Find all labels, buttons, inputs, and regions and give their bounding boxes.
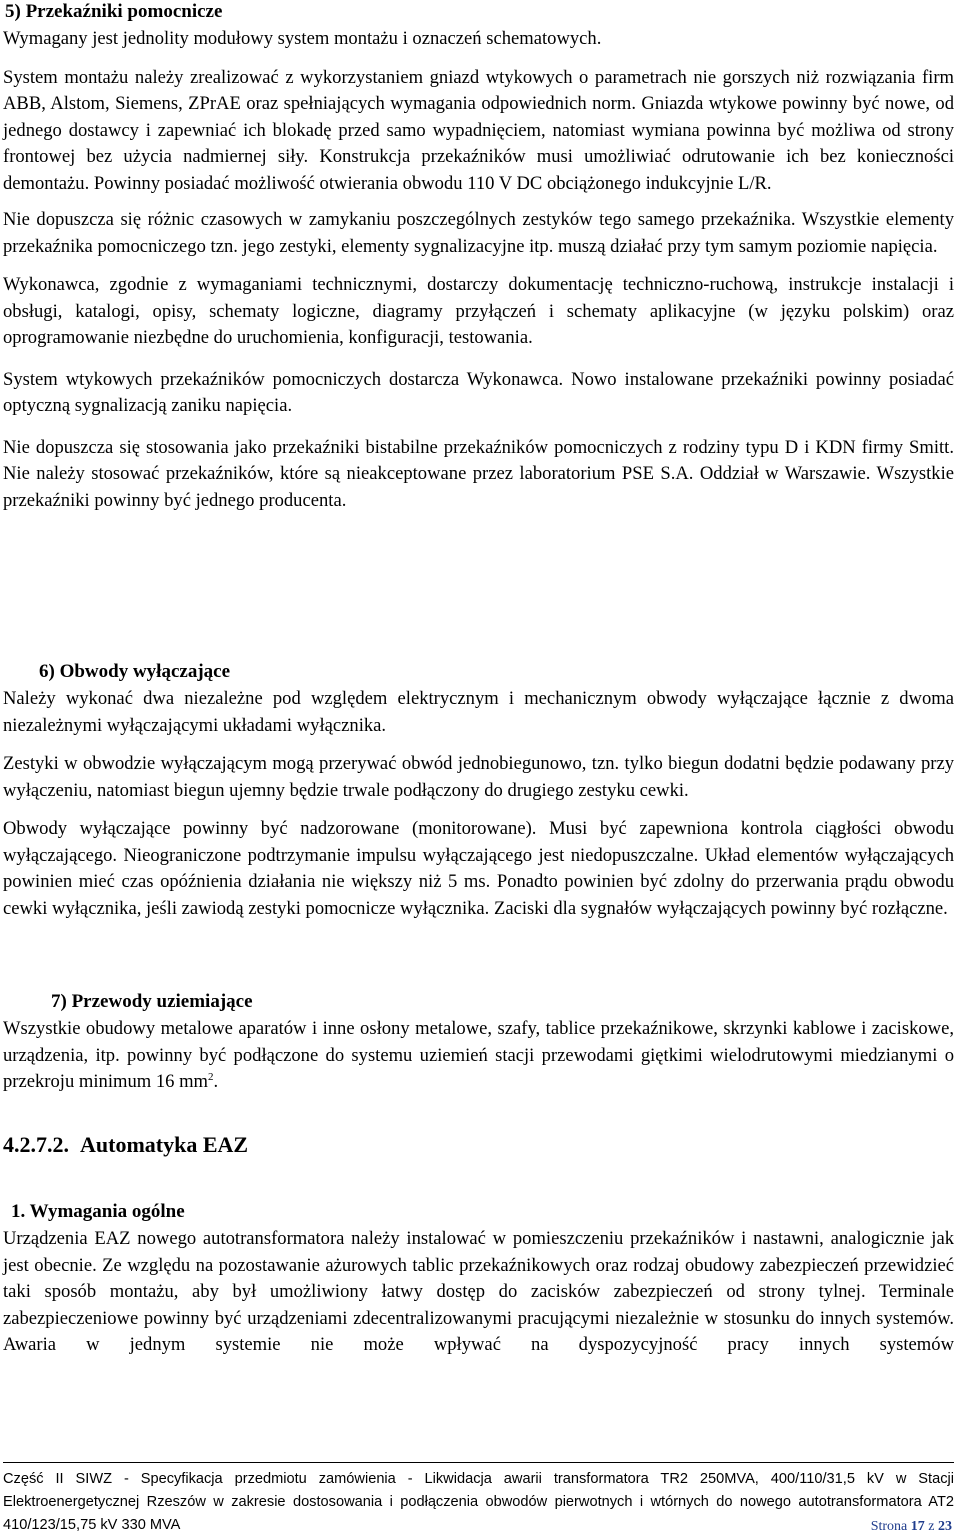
page-footer: Część II SIWZ - Specyfikacja przedmiotu zamówienia - Likwidacja awarii transformatora TR2 250MVA, 400/110/31,5 kV w Stacji Elektroenergetycznej Rzeszów w zakresie dostosowania i podłączenia obwodów pierwotnych i wtórnych do nowego autotransformatora AT2 410/123/15,75 kV 330 MVA xyxy=(3,1471,954,1533)
section-5-paragraph-6: Nie dopuszcza się stosowania jako przekaźniki bistabilne przekaźników pomocniczych z rodziny typu D i KDN firmy Smitt. Nie należy stosować przekaźników, które są nieakceptowane przez laboratorium PSE S.A. Oddział w Warszawie. Wszystkie przekaźniki powinny być jednego producenta. xyxy=(3,436,954,511)
section-7-text-end: . xyxy=(213,1071,219,1092)
section-title: Automatyka EAZ xyxy=(80,1132,249,1157)
footer-divider xyxy=(3,1462,954,1463)
section-6-heading: 6) Obwody wyłączające xyxy=(39,661,231,682)
section-1-paragraph-1: Urządzenia EAZ nowego autotransformatora należy instalować w pomieszczeniu przekaźników i nastawni, analogicznie jak jest obecnie. Ze względu na pozostawanie ażurowych tablic przekaźnikowych oraz rodzaj obudowy zabezpieczeń przewidzieć taki sposób montażu, aby był umożliwiony łatwy dostęp do zacisków zabezpieczeń od strony tylnej. Terminale zabezpieczeniowe powinny być urządzeniami zdecentralizowanymi pracującymi niezależnie w stosunku do innych systemów. Awaria w jednym systemie nie może wpływać na dyspozycyjność pracy innych systemów xyxy=(3,1228,954,1355)
section-7 xyxy=(3,990,954,1096)
section-7-paragraph-1 xyxy=(3,1016,954,1096)
section-number: 4.2.7.2. xyxy=(3,1132,69,1157)
section-5-paragraph-3: Nie dopuszcza się różnic czasowych w zamykaniu poszczególnych zestyków tego samego przekaźnika. Wszystkie elementy przekaźnika pomocniczego tzn. jego zestyki, elementy sygnalizacyjne itp. muszą działać przy tym samym poziomie napięcia. xyxy=(3,209,954,257)
section-5-paragraph-5: System wtykowych przekaźników pomocniczych dostarcza Wykonawca. Nowo instalowane przekaźniki powinny posiadać optyczną sygnalizacją zaniku napięcia. xyxy=(3,368,954,416)
page-number xyxy=(871,1519,952,1535)
page-current: 17 xyxy=(910,1519,925,1534)
section-5-paragraph-1: Wymagany jest jednolity modułowy system montażu i oznaczeń schematowych. xyxy=(3,28,602,49)
section-6-paragraph-1: Należy wykonać dwa niezależne pod względem elektrycznym i mechanicznym obwody wyłączające łącznie z dwoma niezależnymi wyłączającymi układami wyłącznika. xyxy=(3,688,954,736)
section-6-paragraph-2: Zestyki w obwodzie wyłączającym mogą przerywać obwód jednobiegunowo, tzn. tylko biegun dodatni będzie podawany przy wyłączeniu, natomiast biegun ujemny będzie trwale podłączony do drugiego zestyku cewki. xyxy=(3,753,954,801)
superscript: 2 xyxy=(208,1070,214,1083)
section-1-heading: 1. Wymagania ogólne xyxy=(11,1201,185,1222)
section-7-heading: 7) Przewody uziemiające xyxy=(51,991,253,1012)
section-5-paragraph-4: Wykonawca, zgodnie z wymaganiami technicznymi, dostarczy dokumentację techniczno-ruchową, instrukcje instalacji i obsługi, katalogi, opisy, schematy logiczne, diagramy przyłączeń i schematy aplikacyjne (w języku polskim) oraz oprogramowanie niezbędne do uruchomienia, konfiguracji, testowania. xyxy=(3,274,954,348)
page-separator: z xyxy=(928,1519,935,1534)
section-1 xyxy=(3,1200,954,1359)
page-label: Strona xyxy=(870,1519,908,1534)
section-6 xyxy=(3,660,954,922)
section-5-heading: 5) Przekaźniki pomocnicze xyxy=(5,1,223,22)
section-7-text: Wszystkie obudowy metalowe aparatów i inne osłony metalowe, szafy, tablice przekaźnikowe, skrzynki kablowe i zaciskowe, urządzenia, itp. powinny być podłączone do systemu uziemień stacji przewodami giętkimi wielodrutowymi miedzianymi o przekroju minimum 16 mm xyxy=(3,1018,954,1092)
section-5 xyxy=(3,0,954,514)
section-6-paragraph-3: Obwody wyłączające powinny być nadzorowane (monitorowane). Musi być zapewniona kontrola ciągłości obwodu wyłączającego. Nieograniczone podtrzymanie impulsu wyłączającego jest niedopuszczalne. Układ elementów wyłączających powinien mieć czas opóźnienia działania nie większy niż 5 ms. Ponadto powinien być zdolny do przerwania prądu obwodu cewki wyłącznika, jeśli zawiodą zestyki pomocnicze wyłącznika. Zaciski dla sygnałów wyłączających powinny być rozłączne. xyxy=(3,818,954,919)
section-5-paragraph-2: System montażu należy zrealizować z wykorzystaniem gniazd wtykowych o parametrach nie gorszych niż rozwiązania firm ABB, Alstom, Siemens, ZPrAE oraz spełniających wymagania odpowiednich norm. Gniazda wtykowe powinny być nowe, od jednego dostawcy i zapewniać ich blokadę przed samo wypadnięciem, natomiast wymiana powinna być możliwa od strony frontowej bez użycia nadmiernej siły. Konstrukcja przekaźników musi umożliwiać odrutowanie ich bez konieczności demontażu. Powinny posiadać możliwość otwierania obwodu 110 V DC obciążonego indukcyjnie L/R. xyxy=(3,66,954,194)
page-total: 23 xyxy=(938,1519,952,1534)
section-4-2-7-2-heading xyxy=(3,1132,954,1158)
section-4-2-7-2 xyxy=(3,1132,954,1158)
